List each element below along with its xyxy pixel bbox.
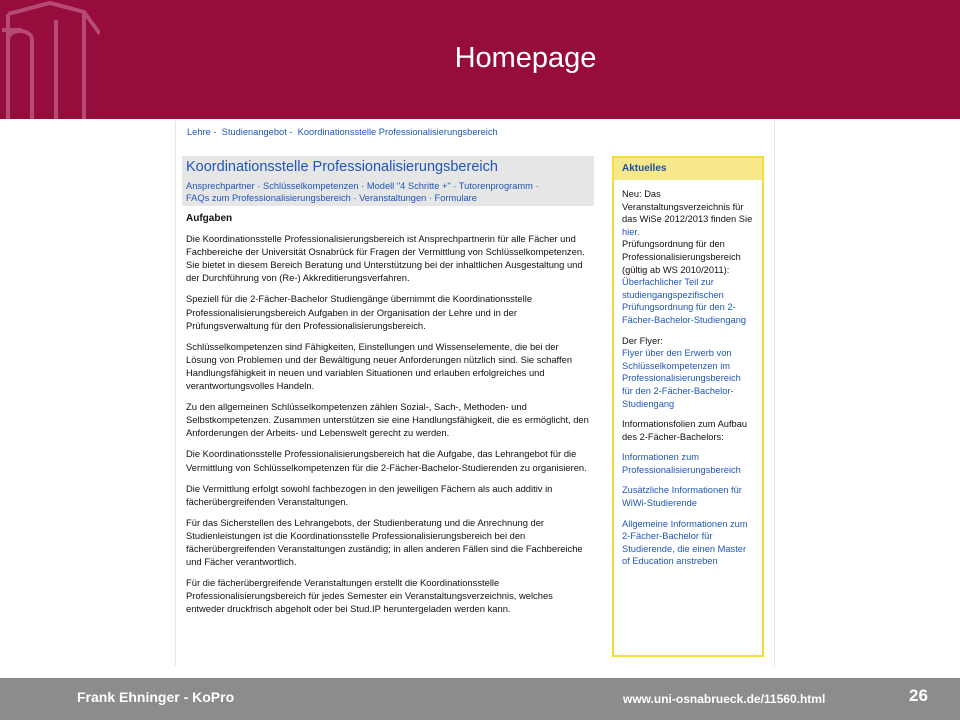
news-link-pruefungsordnung[interactable]: Überfachlicher Teil zur studiengangspezifischen Prüfungsordnung für den 2-Fächer-Bachelor-Studiengang <box>622 277 747 325</box>
news-text: Neu: Das Veranstaltungsverzeichnis für das WiSe 2012/2013 finden Sie <box>622 189 753 225</box>
footer-url: www.uni-osnabrueck.de/11560.html <box>623 692 826 706</box>
breadcrumb-lehre[interactable]: Lehre <box>187 127 211 137</box>
slide-title: Homepage <box>454 42 597 74</box>
news-text: Prüfungsordnung für den Professionalisierungsbereich (gültig ab WS 2010/2011): <box>622 239 741 275</box>
flyer-link[interactable]: Flyer über den Erwerb von Schlüsselkompetenzen im Professionalisierungsbereich für den 2-Fächer-Bachelor-Studiengang <box>622 348 741 409</box>
news-sidebar <box>612 156 764 657</box>
paragraph: Die Koordinationsstelle Professionalisierungsbereich hat die Aufgabe, das Lehrangebot für die Vermittlung von Schlüsselkompetenzen für die 2-Fächer-Bachelor-Studierenden zu organisieren. <box>186 448 587 473</box>
news-item <box>622 335 754 411</box>
sub-navigation-line-2[interactable]: FAQs zum Professionalisierungsbereich · Veranstaltungen · Formulare <box>186 193 477 203</box>
news-item <box>622 188 754 238</box>
news-sidebar-heading: Aktuelles <box>614 158 762 180</box>
website-screenshot <box>175 121 775 666</box>
sub-navigation-line-1[interactable]: Ansprechpartner · Schlüsselkompetenzen · Modell "4 Schritte +" · Tutorenprogramm · <box>186 181 539 191</box>
info-link-professionalisierungsbereich[interactable]: Informationen zum Professionalisierungsbereich <box>622 452 741 475</box>
news-link-hier[interactable]: hier. <box>622 226 640 237</box>
slide-header <box>0 0 960 119</box>
page-header-box <box>182 156 594 206</box>
footer-author: Frank Ehninger - KoPro <box>77 689 235 705</box>
breadcrumb: Lehre - Studienangebot - Koordinationsstelle Professionalisierungsbereich <box>187 127 498 137</box>
news-sidebar-body <box>614 180 762 568</box>
page-number: 26 <box>909 686 928 705</box>
paragraph: Die Vermittlung erfolgt sowohl fachbezogen in den jeweiligen Fächern als auch additiv in fächerübergreifenden Veranstaltungen. <box>186 482 553 507</box>
paragraph: Zu den allgemeinen Schlüsselkompetenzen zählen Sozial-, Sach-, Methoden- und Selbstkompetenzen. Zusammen unterstützen sie eine Handlungsfähigkeit, die es ermöglicht, den Anforderungen der Arbeits- und Lebenswelt gerecht zu werden. <box>186 401 589 439</box>
page-title: Koordinationsstelle Professionalisierungsbereich <box>186 159 498 175</box>
info-link-master-of-education[interactable]: Allgemeine Informationen zum 2-Fächer-Bachelor für Studierende, die einen Master of Education anstreben <box>622 518 748 567</box>
paragraph: Schlüsselkompetenzen sind Fähigkeiten, Einstellungen und Wissenselemente, die bei der Lösung von Problemen und der Bewältigung neuer Anforderungen nützlich sind. Sie schaffen Handlungsfähigkeit in neuen und variablen Situationen und erlauben erfolgreiches und verantwortungsvolles Handeln. <box>186 340 573 392</box>
sub-navigation <box>186 180 590 204</box>
breadcrumb-koordinationsstelle[interactable]: Koordinationsstelle Professionalisierungsbereich <box>297 127 498 137</box>
flyer-label: Der Flyer: <box>622 335 663 346</box>
paragraph: Die Koordinationsstelle Professionalisierungsbereich ist Ansprechpartnerin für alle Fächer und Fachbereiche der Universität Osnabrück für Fragen der Vermittlung von Schlüsselkompetenzen. Sie bietet in diesem Bereich Beratung und Unterstützung bei der inhaltlichen Ausgestaltung und der Durchführung von (Re-) Akkreditierungsverfahren. <box>186 233 585 284</box>
paragraph: Für das Sicherstellen des Lehrangebots, der Studienberatung und die Anrechnung der Studienleistungen ist die Koordinationsstelle Professionalisierungsbereich bei den fächerübergreifenden Veranstaltungen zuständig; in allen anderen Fällen sind die Fachbereiche und Fächer verantwortlich. <box>186 516 583 568</box>
info-link-wiwi[interactable]: Zusätzliche Informationen für WiWi-Studierende <box>622 485 742 509</box>
section-heading: Aufgaben <box>186 213 233 224</box>
main-content <box>186 212 591 623</box>
paragraph: Speziell für die 2-Fächer-Bachelor Studiengänge übernimmt die Koordinationsstelle Professionalisierungsbereich Aufgaben in der Organisation der Lehre und in der Prüfungsverwaltung für den Professionalisierungsbereich. <box>186 293 533 331</box>
paragraph: Für die fächerübergreifende Veranstaltungen erstellt die Koordinationsstelle Professionalisierungsbereich für jedes Semester ein Veranstaltungsverzeichnis, welches entweder druckfrisch abgeholt oder bei Stud.IP heruntergeladen werden kann. <box>186 577 553 615</box>
info-label: Informationsfolien zum Aufbau des 2-Fächer-Bachelors: <box>622 419 748 442</box>
news-item <box>622 238 754 326</box>
breadcrumb-studienangebot[interactable]: Studienangebot <box>221 127 287 137</box>
